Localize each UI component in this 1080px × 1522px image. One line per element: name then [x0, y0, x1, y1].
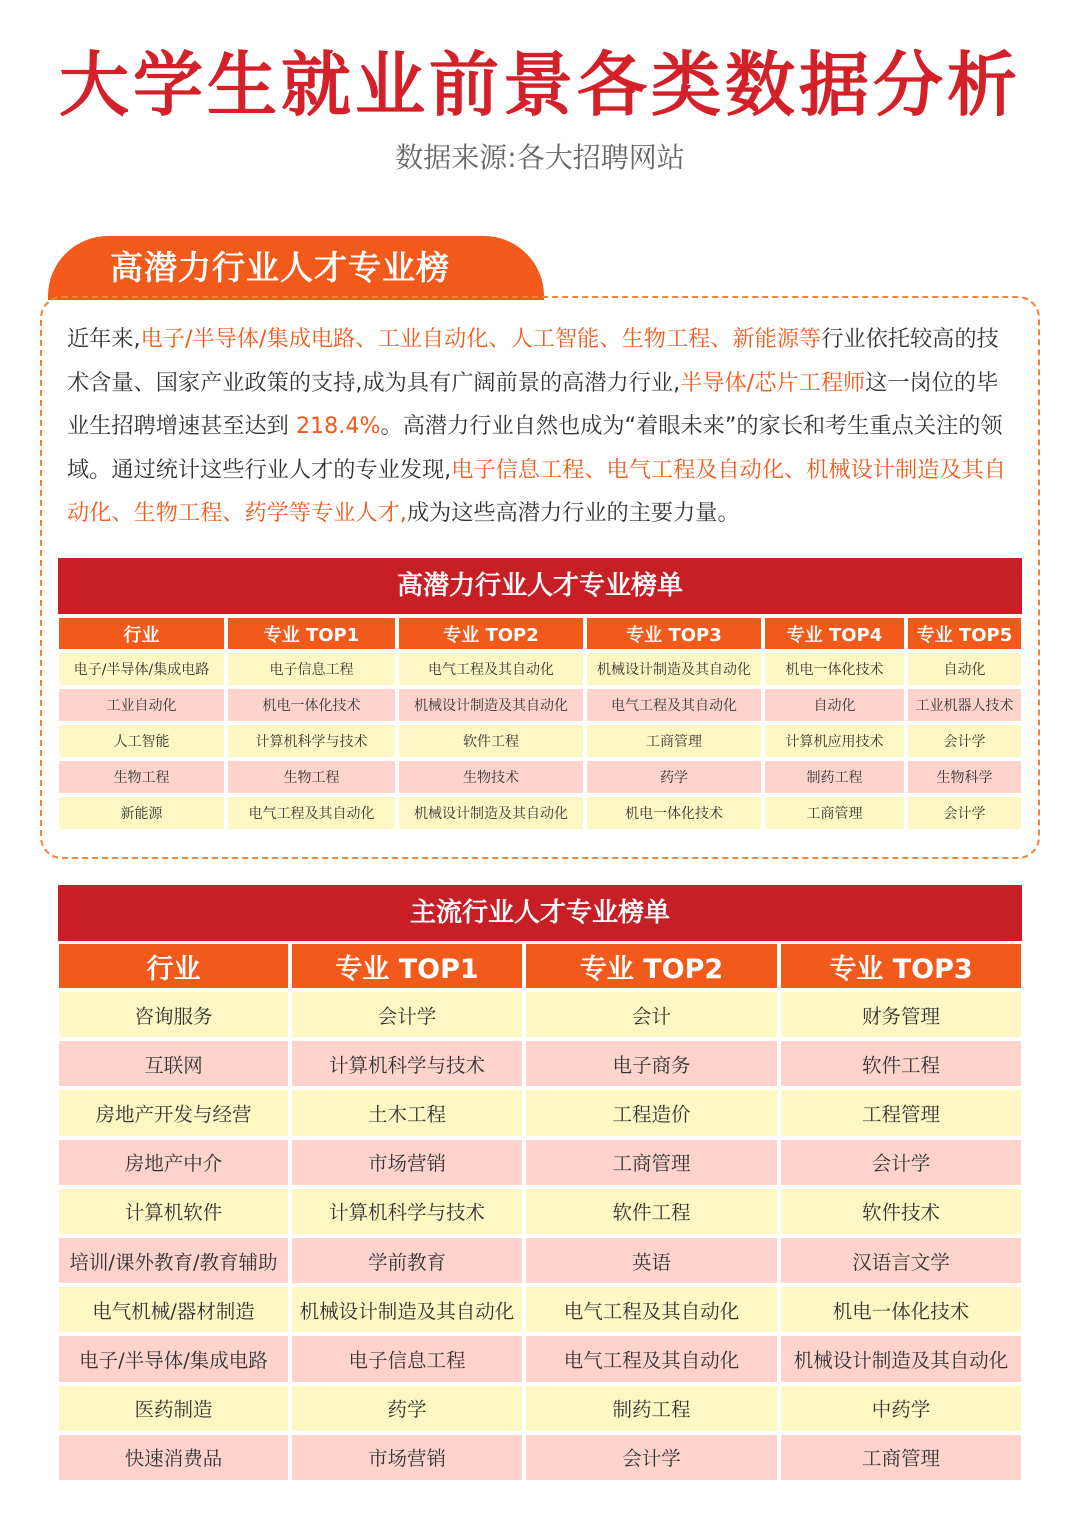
- table-row: [59, 1189, 1021, 1234]
- major-cell: 会计学: [292, 992, 522, 1037]
- major-cell: 机械设计制造及其自动化: [399, 689, 583, 721]
- major-cell: 土木工程: [292, 1090, 522, 1135]
- table-row: [59, 725, 1021, 757]
- major-cell: 工程造价: [526, 1090, 777, 1135]
- major-cell: 机电一体化技术: [765, 653, 904, 685]
- column-header: 专业 TOP5: [908, 618, 1021, 649]
- major-cell: 自动化: [765, 689, 904, 721]
- major-cell: 机械设计制造及其自动化: [399, 797, 583, 829]
- intro-highlight-text: 电子/半导体/集成电路、工业自动化、人工智能、生物工程、新能源等: [140, 326, 822, 352]
- industry-cell: 快速消费品: [59, 1435, 288, 1480]
- major-cell: 电气工程及其自动化: [587, 689, 761, 721]
- industry-cell: 医药制造: [59, 1386, 288, 1431]
- page-title: 大学生就业前景各类数据分析: [59, 44, 1021, 126]
- industry-cell: 房地产开发与经营: [59, 1090, 288, 1135]
- table-row: [59, 1090, 1021, 1135]
- major-cell: 电气工程及其自动化: [399, 653, 583, 685]
- major-cell: 机电一体化技术: [587, 797, 761, 829]
- major-cell: 电子信息工程: [292, 1336, 522, 1381]
- industry-cell: 房地产中介: [59, 1140, 288, 1185]
- industry-cell: 电子/半导体/集成电路: [59, 1336, 288, 1381]
- intro-highlight-text: 半导体/芯片工程师: [680, 369, 866, 396]
- column-header: 专业 TOP1: [292, 944, 522, 988]
- major-cell: 自动化: [908, 653, 1021, 685]
- major-cell: 生物科学: [908, 761, 1021, 793]
- table-row: [59, 797, 1021, 829]
- major-cell: 会计学: [908, 797, 1021, 829]
- major-cell: 财务管理: [781, 992, 1021, 1037]
- major-cell: 机械设计制造及其自动化: [292, 1287, 522, 1332]
- major-cell: 软件工程: [399, 725, 583, 757]
- column-header: 专业 TOP3: [781, 944, 1021, 988]
- table-row: [59, 1287, 1021, 1332]
- industry-cell: 生物工程: [59, 761, 224, 793]
- industry-cell: 人工智能: [59, 725, 224, 757]
- column-header: 专业 TOP2: [399, 618, 583, 649]
- column-header: 专业 TOP4: [765, 618, 904, 649]
- major-cell: 药学: [292, 1386, 522, 1431]
- major-cell: 市场营销: [292, 1435, 522, 1480]
- intro-text: 成为这些高潜力行业的主要力量。: [406, 500, 740, 526]
- major-cell: 工商管理: [765, 797, 904, 829]
- major-cell: 计算机应用技术: [765, 725, 904, 757]
- major-cell: 药学: [587, 761, 761, 793]
- industry-cell: 电子/半导体/集成电路: [59, 653, 224, 685]
- table-row: [59, 653, 1021, 685]
- table-header-row: [59, 944, 1021, 988]
- major-cell: 软件工程: [526, 1189, 777, 1234]
- intro-text: 近年来,: [67, 326, 141, 352]
- major-cell: 电气工程及其自动化: [526, 1336, 777, 1381]
- major-cell: 机电一体化技术: [781, 1287, 1021, 1332]
- major-cell: 计算机科学与技术: [228, 725, 395, 757]
- major-cell: 计算机科学与技术: [292, 1189, 522, 1234]
- major-cell: 会计: [526, 992, 777, 1037]
- column-header: 行业: [59, 618, 224, 649]
- industry-cell: 咨询服务: [59, 992, 288, 1037]
- table-row: [59, 1386, 1021, 1431]
- intro-text: 这一岗位的毕业生招聘增速甚至达到: [67, 369, 999, 439]
- major-cell: 电子商务: [526, 1041, 777, 1086]
- major-cell: 会计学: [781, 1140, 1021, 1185]
- major-cell: 学前教育: [292, 1238, 522, 1283]
- major-cell: 机械设计制造及其自动化: [587, 653, 761, 685]
- table-row: [59, 761, 1021, 793]
- table-header-row: [59, 618, 1021, 649]
- major-cell: 软件技术: [781, 1189, 1021, 1234]
- major-cell: 电子信息工程: [228, 653, 395, 685]
- major-cell: 会计学: [908, 725, 1021, 757]
- major-cell: 计算机科学与技术: [292, 1041, 522, 1086]
- table-row: [59, 689, 1021, 721]
- major-cell: 工商管理: [526, 1140, 777, 1185]
- mainstream-table: [55, 940, 1025, 1484]
- table-row: [59, 1140, 1021, 1185]
- major-cell: 工商管理: [587, 725, 761, 757]
- industry-cell: 互联网: [59, 1041, 288, 1086]
- industry-cell: 新能源: [59, 797, 224, 829]
- industry-cell: 工业自动化: [59, 689, 224, 721]
- major-cell: 软件工程: [781, 1041, 1021, 1086]
- table-row: [59, 1336, 1021, 1381]
- major-cell: 中药学: [781, 1386, 1021, 1431]
- major-cell: 会计学: [526, 1435, 777, 1480]
- major-cell: 工业机器人技术: [908, 689, 1021, 721]
- table-row: [59, 992, 1021, 1037]
- high-potential-table-title: 高潜力行业人才专业榜单: [58, 558, 1022, 614]
- industry-cell: 电气机械/器材制造: [59, 1287, 288, 1332]
- high-potential-table: [55, 614, 1025, 833]
- table-row: [59, 1238, 1021, 1283]
- table-row: [59, 1041, 1021, 1086]
- intro-paragraph: [67, 318, 1015, 536]
- data-source-subtitle: 数据来源:各大招聘网站: [395, 141, 685, 174]
- major-cell: 英语: [526, 1238, 777, 1283]
- mainstream-table-title: 主流行业人才专业榜单: [58, 885, 1022, 941]
- intro-highlight-text: 218.4%: [295, 413, 381, 439]
- major-cell: 汉语言文学: [781, 1238, 1021, 1283]
- column-header: 专业 TOP1: [228, 618, 395, 649]
- intro-text: 。高潜力行业自然也成为“着眼未来”的家长和考生重点关注的领域。通过统计这些行业人才的专业发现,: [67, 413, 1003, 483]
- major-cell: 电气工程及其自动化: [526, 1287, 777, 1332]
- column-header: 专业 TOP3: [587, 618, 761, 649]
- major-cell: 制药工程: [526, 1386, 777, 1431]
- major-cell: 工商管理: [781, 1435, 1021, 1480]
- major-cell: 电气工程及其自动化: [228, 797, 395, 829]
- intro-text: 行业依托较高的技术含量、国家产业政策的支持,成为具有广阔前景的高潜力行业,: [67, 326, 999, 396]
- major-cell: 生物技术: [399, 761, 583, 793]
- major-cell: 机械设计制造及其自动化: [781, 1336, 1021, 1381]
- column-header: 行业: [59, 944, 288, 988]
- intro-highlight-text: 电子信息工程、电气工程及自动化、机械设计制造及其自动化、生物工程、药学等专业人才,: [67, 456, 1006, 526]
- major-cell: 工程管理: [781, 1090, 1021, 1135]
- column-header: 专业 TOP2: [526, 944, 777, 988]
- major-cell: 市场营销: [292, 1140, 522, 1185]
- table-row: [59, 1435, 1021, 1480]
- industry-cell: 培训/课外教育/教育辅助: [59, 1238, 288, 1283]
- major-cell: 生物工程: [228, 761, 395, 793]
- major-cell: 机电一体化技术: [228, 689, 395, 721]
- major-cell: 制药工程: [765, 761, 904, 793]
- industry-cell: 计算机软件: [59, 1189, 288, 1234]
- section-tab-title: 高潜力行业人才专业榜: [110, 248, 450, 287]
